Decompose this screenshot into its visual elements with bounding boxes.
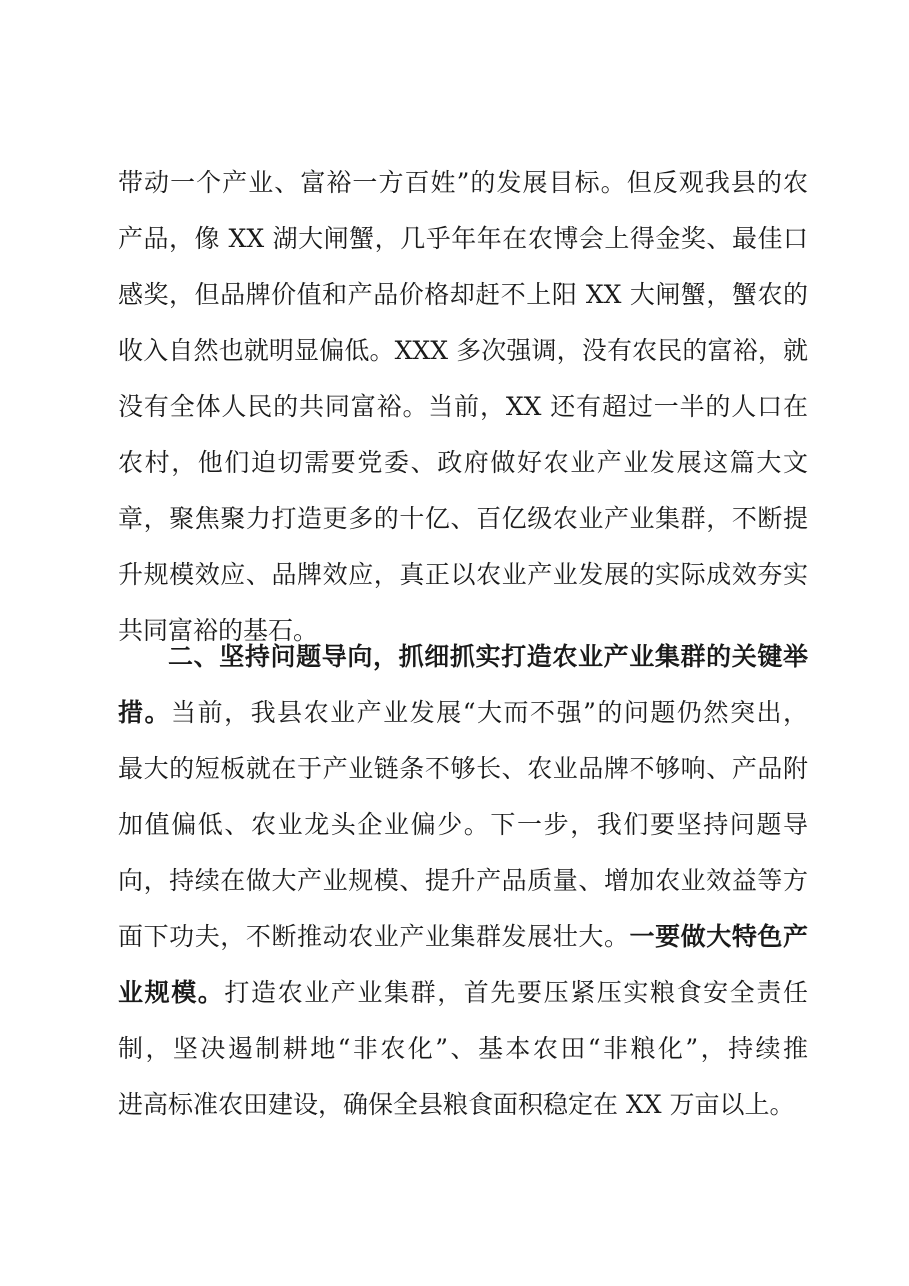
text-line: 加值偏低、农业龙头企业偏少。下一步，我们要坚持问题导 — [118, 810, 808, 839]
subpoint-heading-end: 业规模。 — [118, 978, 225, 1007]
section-heading: 二、坚持问题导向，抓细抓实打造农业产业集群的关键举 — [168, 642, 808, 671]
section-heading-end: 措。 — [118, 698, 172, 727]
text-line: 章，聚焦聚力打造更多的十亿、百亿级农业产业集群，不断提 — [118, 504, 808, 533]
text-line: 升规模效应、品牌效应，真正以农业产业发展的实际成效夯实 — [118, 560, 808, 589]
text-line — [118, 685, 808, 741]
subpoint-heading: 一要做大特色产 — [629, 922, 808, 951]
text-line: 感奖，但品牌价值和产品价格却赶不上阳 XX 大闸蟹，蟹农的 — [118, 280, 808, 309]
text-line: 没有全体人民的共同富裕。当前，XX 还有超过一半的人口在 — [118, 392, 808, 421]
text-line — [118, 909, 808, 965]
text-segment: 当前，我县农业产业发展“大而不强”的问题仍然突出， — [171, 698, 808, 727]
paragraph-1 — [118, 155, 808, 659]
text-segment: 面下功夫，不断推动农业产业集群发展壮大。 — [118, 922, 630, 951]
text-line: 带动一个产业、富裕一方百姓”的发展目标。但反观我县的农 — [118, 168, 808, 197]
text-segment: 打造农业产业集群，首先要压紧压实粮食安全责任 — [224, 978, 808, 1007]
text-line: 向，持续在做大产业规模、提升产品质量、增加农业效益等方 — [118, 866, 808, 895]
text-line — [118, 965, 808, 1021]
text-line: 农村，他们迫切需要党委、政府做好农业产业发展这篇大文 — [118, 448, 808, 477]
text-line: 收入自然也就明显偏低。XXX 多次强调，没有农民的富裕，就 — [118, 336, 808, 365]
paragraph-2 — [118, 629, 808, 1133]
text-line: 最大的短板就在于产业链条不够长、农业品牌不够响、产品附 — [118, 754, 808, 783]
text-line: 制，坚决遏制耕地“非农化”、基本农田“非粮化”，持续推 — [118, 1034, 808, 1063]
text-line: 产品，像 XX 湖大闸蟹，几乎年年在农博会上得金奖、最佳口 — [118, 224, 808, 253]
text-line: 共同富裕的基石。 — [118, 616, 319, 645]
text-line: 进高标准农田建设，确保全县粮食面积稳定在 XX 万亩以上。 — [118, 1090, 795, 1119]
